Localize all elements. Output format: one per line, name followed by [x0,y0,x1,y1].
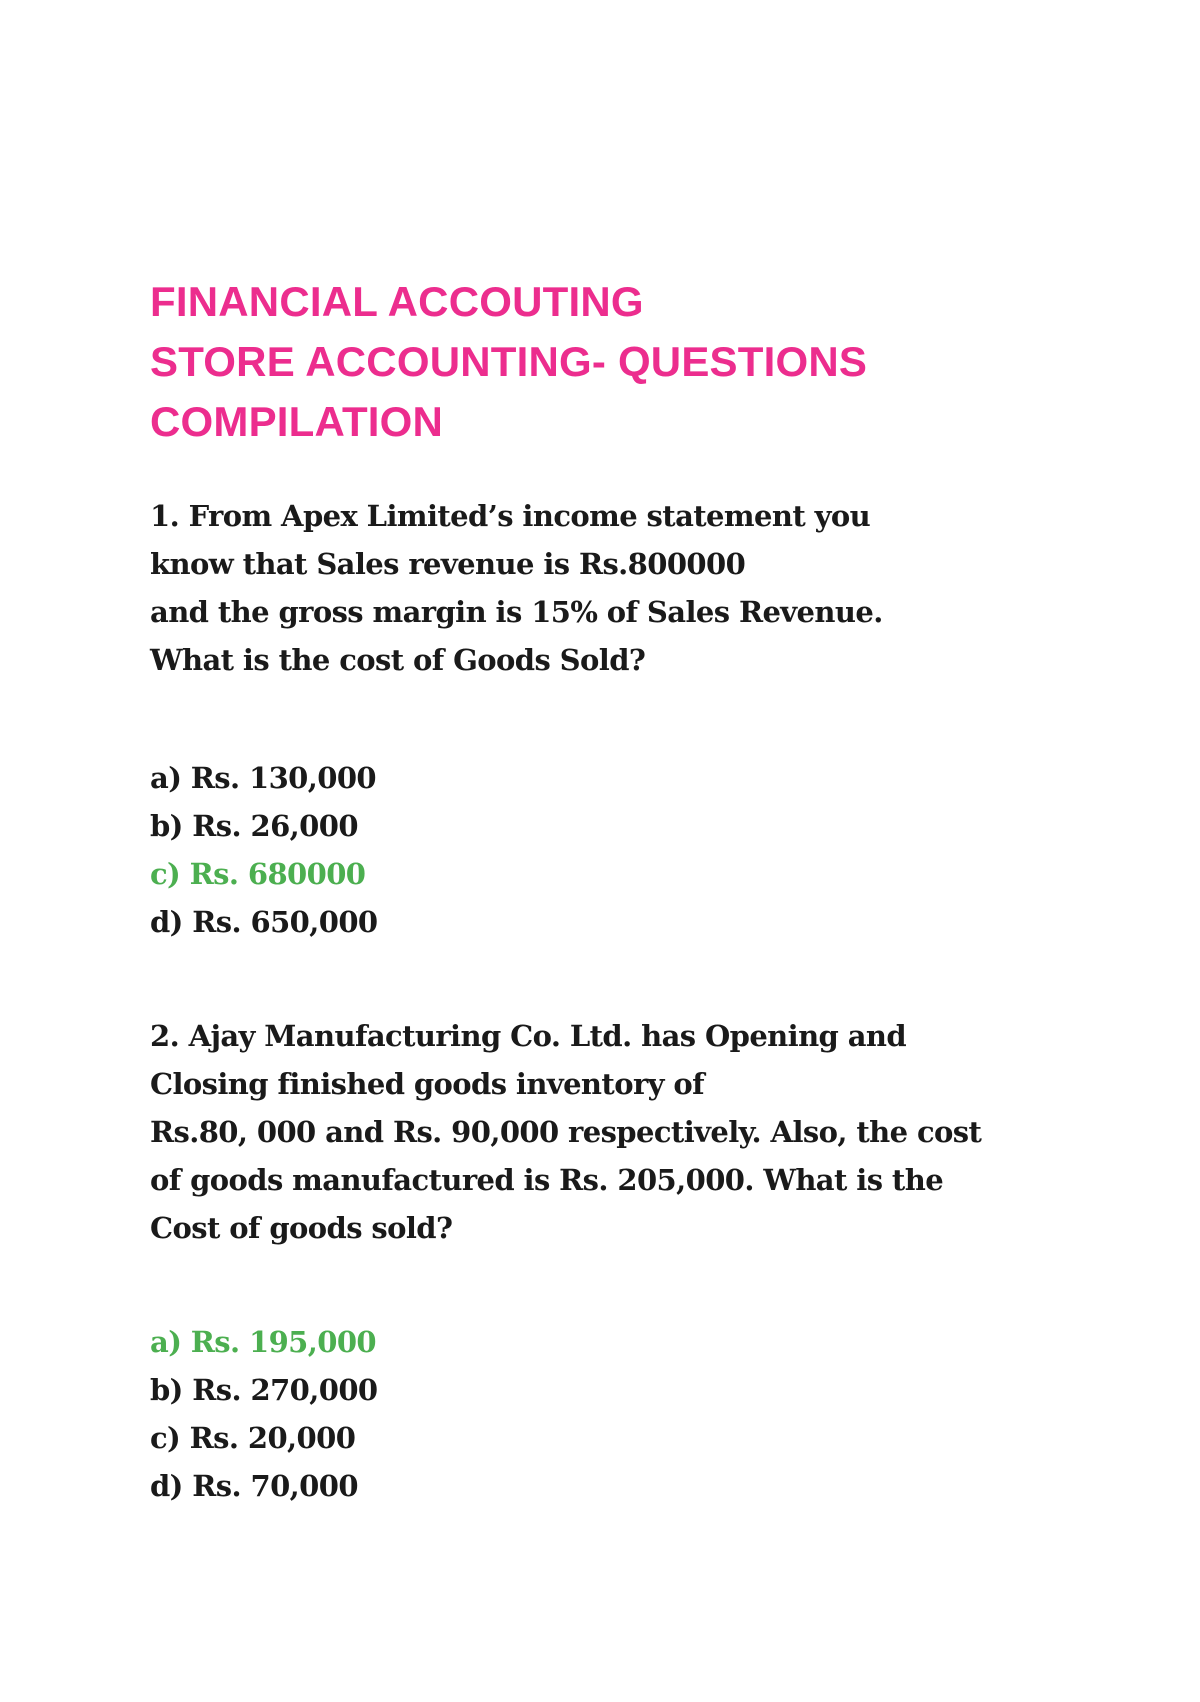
question-line: Closing finished goods inventory of [150,1067,705,1101]
question-line: know that Sales revenue is Rs.800000 [150,547,746,581]
option-b: b) Rs. 26,000 [150,809,358,843]
question-line: and the gross margin is 15% of Sales Revenue. [150,595,883,629]
question-2-text [150,1012,1050,1252]
option-c: c) Rs. 20,000 [150,1421,356,1455]
question-line: 2. Ajay Manufacturing Co. Ltd. has Opening and [150,1019,907,1053]
question-line: Cost of goods sold? [150,1211,453,1245]
option-a: a) Rs. 130,000 [150,761,376,795]
question-line: Rs.80, 000 and Rs. 90,000 respectively. Also, the cost [150,1115,982,1149]
question-line: of goods manufactured is Rs. 205,000. What is the [150,1163,944,1197]
title-line: STORE ACCOUNTING- QUESTIONS [150,338,868,385]
option-c-correct: c) Rs. 680000 [150,857,366,891]
question-1-text [150,492,1050,684]
question-line: 1. From Apex Limited’s income statement you [150,499,871,533]
document-title [150,272,1050,452]
title-line: COMPILATION [150,398,444,445]
question-line: What is the cost of Goods Sold? [150,643,646,677]
option-d: d) Rs. 650,000 [150,905,378,939]
question-2-options [150,1318,1050,1510]
option-b: b) Rs. 270,000 [150,1373,378,1407]
option-a-correct: a) Rs. 195,000 [150,1325,376,1359]
title-line: FINANCIAL ACCOUTING [150,278,644,325]
option-d: d) Rs. 70,000 [150,1469,358,1503]
question-1-options [150,754,1050,946]
